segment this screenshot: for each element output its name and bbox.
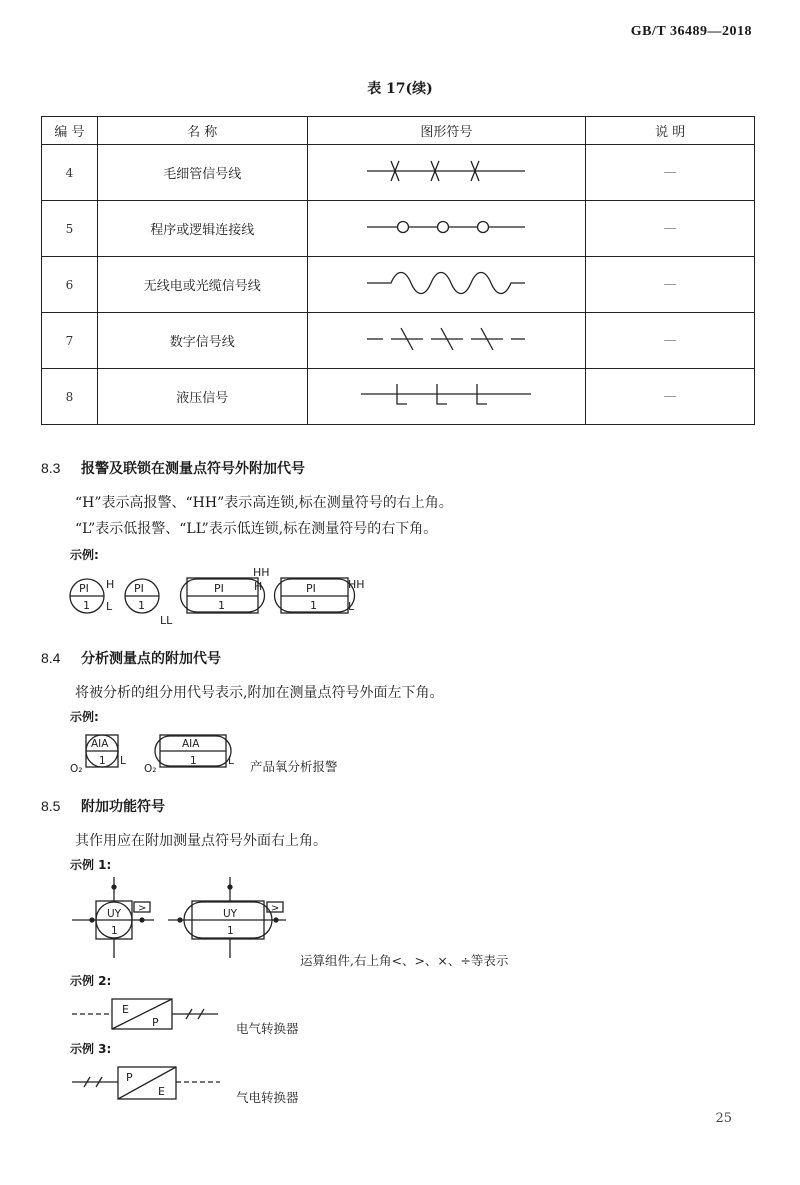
logic-line-symbol (361, 212, 531, 242)
section-title: 报警及联锁在测量点符号外附加代号 (81, 461, 305, 477)
pi-label: PI (214, 582, 224, 595)
section-number: 8.3 (41, 460, 61, 476)
s83-paragraph-1: “H”表示高报警、“HH”表示高连锁,标在测量符号的右上角。 (75, 495, 453, 511)
one-label: 1 (310, 599, 317, 612)
row-number: 6 (42, 257, 98, 313)
row-symbol (307, 201, 586, 257)
row-symbol (307, 257, 586, 313)
gt-label: > (271, 903, 280, 914)
digital-line-symbol (361, 324, 531, 354)
s85-example-1-note: 运算组件,右上角<、>、×、÷等表示 (300, 953, 509, 968)
alarm-symbols-figure (60, 566, 390, 628)
l-label: L (348, 600, 355, 613)
table-header-row (42, 117, 755, 145)
page-number: 25 (715, 1111, 732, 1126)
row-symbol (307, 145, 586, 201)
aia-label: AIA (91, 738, 109, 750)
s84-paragraph-1: 将被分析的组分用代号表示,附加在测量点符号外面左下角。 (75, 685, 444, 701)
s85-paragraph-1: 其作用应在附加测量点符号外面右上角。 (75, 833, 327, 849)
col-header-symbol: 图形符号 (307, 117, 586, 145)
table-row (42, 369, 755, 425)
symbol-table (41, 116, 755, 425)
gt-label: > (138, 903, 147, 914)
capillary-line-symbol (361, 156, 531, 186)
e-label: E (122, 1003, 129, 1016)
h-label: H (254, 580, 263, 593)
row-note: — (586, 257, 755, 313)
s83-paragraph-2: “L”表示低报警、“LL”表示低连锁,标在测量符号的右下角。 (75, 521, 438, 537)
function-symbols-figure (68, 872, 298, 962)
row-number: 5 (42, 201, 98, 257)
ll-label: LL (160, 614, 173, 627)
pe-converter-figure (68, 1062, 228, 1104)
standard-number: GB/T 36489—2018 (630, 24, 752, 39)
o2-label: O₂ (144, 763, 157, 775)
col-header-name: 名 称 (97, 117, 307, 145)
col-header-number: 编 号 (42, 117, 98, 145)
aia-label: AIA (182, 738, 200, 750)
row-note: — (586, 369, 755, 425)
row-note: — (586, 145, 755, 201)
s85-example-1-label: 示例 1: (70, 858, 112, 872)
h-label: H (106, 578, 115, 591)
section-8-5-heading (41, 796, 165, 816)
o2-label: O₂ (70, 763, 83, 775)
s84-example-note: 产品氧分析报警 (250, 759, 338, 774)
one-label: 1 (138, 599, 145, 612)
hh-label: HH (253, 566, 270, 579)
e-label: E (158, 1085, 165, 1098)
table-row (42, 145, 755, 201)
analysis-symbols-figure (68, 730, 268, 775)
section-8-4-heading (41, 648, 221, 668)
row-name: 毛细管信号线 (97, 145, 307, 201)
table-row (42, 257, 755, 313)
l-label: L (228, 755, 234, 767)
ep-converter-figure (68, 994, 228, 1034)
row-note: — (586, 313, 755, 369)
pi-label: PI (306, 582, 316, 595)
s84-example-label: 示例: (70, 710, 99, 724)
pi-label: PI (79, 582, 89, 595)
one-label: 1 (218, 599, 225, 612)
uy-label: UY (107, 908, 122, 920)
row-symbol (307, 369, 586, 425)
s85-example-3-label: 示例 3: (70, 1042, 112, 1056)
row-symbol (307, 313, 586, 369)
pi-label: PI (134, 582, 144, 595)
row-note: — (586, 201, 755, 257)
one-label: 1 (111, 925, 118, 937)
s85-example-2-note: 电气转换器 (236, 1021, 299, 1036)
col-header-note: 说 明 (586, 117, 755, 145)
section-8-3-heading (41, 458, 305, 478)
row-number: 4 (42, 145, 98, 201)
s83-example-label: 示例: (70, 548, 99, 562)
row-name: 程序或逻辑连接线 (97, 201, 307, 257)
section-title: 分析测量点的附加代号 (81, 651, 221, 667)
one-label: 1 (83, 599, 90, 612)
one-label: 1 (227, 925, 234, 937)
p-label: P (152, 1016, 159, 1029)
section-number: 8.5 (41, 798, 61, 814)
table-caption: 表 17(续) (367, 81, 433, 97)
section-number: 8.4 (41, 650, 61, 666)
one-label: 1 (99, 755, 106, 767)
hydraulic-line-symbol (361, 380, 531, 410)
table-row (42, 313, 755, 369)
uy-label: UY (223, 908, 238, 920)
table-row (42, 201, 755, 257)
s85-example-2-label: 示例 2: (70, 974, 112, 988)
row-name: 数字信号线 (97, 313, 307, 369)
row-name: 无线电或光缆信号线 (97, 257, 307, 313)
row-number: 7 (42, 313, 98, 369)
l-label: L (120, 755, 126, 767)
one-label: 1 (190, 755, 197, 767)
l-label: L (106, 600, 113, 613)
section-title: 附加功能符号 (81, 799, 165, 815)
row-number: 8 (42, 369, 98, 425)
wave-line-symbol (361, 266, 531, 300)
p-label: P (126, 1071, 133, 1084)
s85-example-3-note: 气电转换器 (236, 1090, 299, 1105)
row-name: 液压信号 (97, 369, 307, 425)
hh-label: HH (348, 578, 365, 591)
